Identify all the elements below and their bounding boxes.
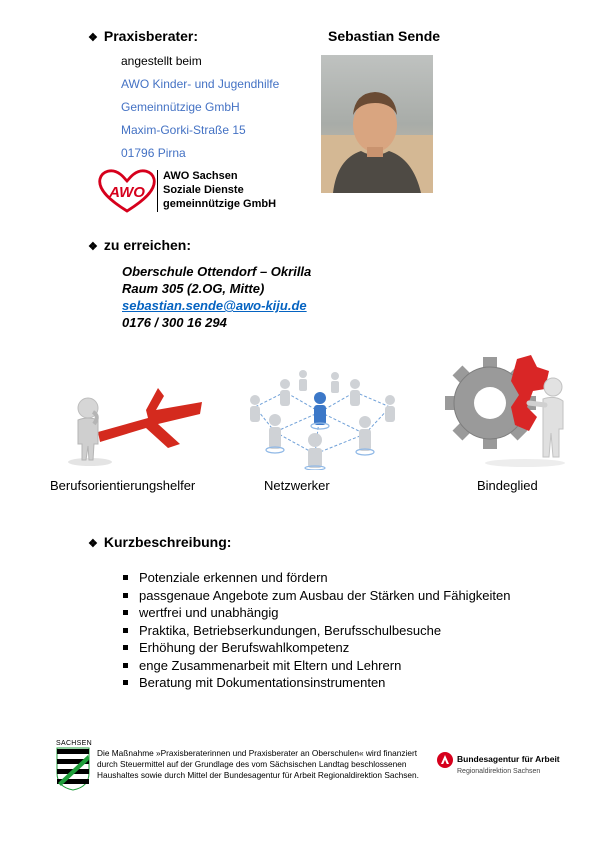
contact-heading-label: zu erreichen: <box>103 237 192 253</box>
awo-logo-line: Soziale Dienste <box>163 184 244 196</box>
gears-illustration <box>445 345 575 470</box>
employer-line: 01796 Pirna <box>121 146 186 160</box>
orientation-illustration <box>60 370 210 470</box>
contact-room: Raum 305 (2.OG, Mitte) <box>122 281 265 296</box>
employer-line: Maxim-Gorki-Straße 15 <box>121 123 246 137</box>
funding-notice-line: Die Maßnahme »Praxisberaterinnen und Praxisberater an Oberschulen« wird finanziert <box>97 748 418 758</box>
saxony-logo <box>56 740 92 796</box>
employer-line: angestellt beim <box>121 54 202 68</box>
contact-block <box>122 264 311 332</box>
contact-phone: 0176 / 300 16 294 <box>122 315 227 330</box>
list-item: enge Zusammenarbeit mit Eltern und Lehrern <box>121 657 511 675</box>
portrait-photo <box>321 55 433 193</box>
list-item: Erhöhung der Berufswahlkompetenz <box>121 639 511 657</box>
person-name: Sebastian Sende <box>328 28 441 44</box>
list-item: wertfrei und unabhängig <box>121 604 511 622</box>
role-heading <box>88 28 198 44</box>
list-item: Praktika, Betriebserkundungen, Berufsschulbesuche <box>121 622 511 640</box>
awo-logo <box>96 168 296 214</box>
awo-logo-line: AWO Sachsen <box>163 170 238 182</box>
funding-notice <box>97 748 419 781</box>
funding-notice-line: Haushaltes sowie durch Mittel der Bundesagentur für Arbeit Regionaldirektion Sachsen. <box>97 770 419 780</box>
employer-line: Gemeinnützige GmbH <box>121 100 240 114</box>
summary-heading-label: Kurzbeschreibung: <box>103 534 232 550</box>
list-item: Beratung mit Dokumentationsinstrumenten <box>121 674 511 692</box>
summary-list <box>121 569 511 692</box>
awo-heart-icon <box>96 168 158 214</box>
contact-heading <box>88 237 191 253</box>
caption-orientation: Berufsorientierungshelfer <box>50 478 196 493</box>
agency-emblem-icon <box>437 752 453 768</box>
diamond-bullet-icon: ❖ <box>88 538 98 550</box>
awo-logo-text: AWO <box>109 184 145 201</box>
network-illustration <box>225 362 415 470</box>
employer-line: AWO Kinder- und Jugendhilfe <box>121 77 280 91</box>
funding-notice-line: durch Steuermittel auf der Grundlage des vom Sächsischen Landtag beschlossenen <box>97 759 407 769</box>
contact-email-link[interactable]: sebastian.sende@awo-kiju.de <box>122 298 307 313</box>
agency-name: Bundesagentur für Arbeit <box>457 754 560 764</box>
agency-sub: Regionaldirektion Sachsen <box>457 768 541 775</box>
awo-logo-line: gemeinnützige GmbH <box>163 198 277 210</box>
saxony-label: SACHSEN <box>56 740 92 747</box>
list-item: passgenaue Angebote zum Ausbau der Stärken und Fähigkeiten <box>121 587 511 605</box>
summary-heading <box>88 534 231 550</box>
list-item: Potenziale erkennen und fördern <box>121 569 511 587</box>
diamond-bullet-icon: ❖ <box>88 241 98 253</box>
diamond-bullet-icon: ❖ <box>88 32 98 44</box>
employer-block <box>121 54 279 169</box>
caption-network: Netzwerker <box>264 478 330 493</box>
caption-link: Bindeglied <box>477 478 538 493</box>
saxony-coat-of-arms-icon <box>56 747 90 791</box>
role-label: Praxisberater: <box>103 28 199 44</box>
contact-school: Oberschule Ottendorf – Okrilla <box>122 264 312 279</box>
